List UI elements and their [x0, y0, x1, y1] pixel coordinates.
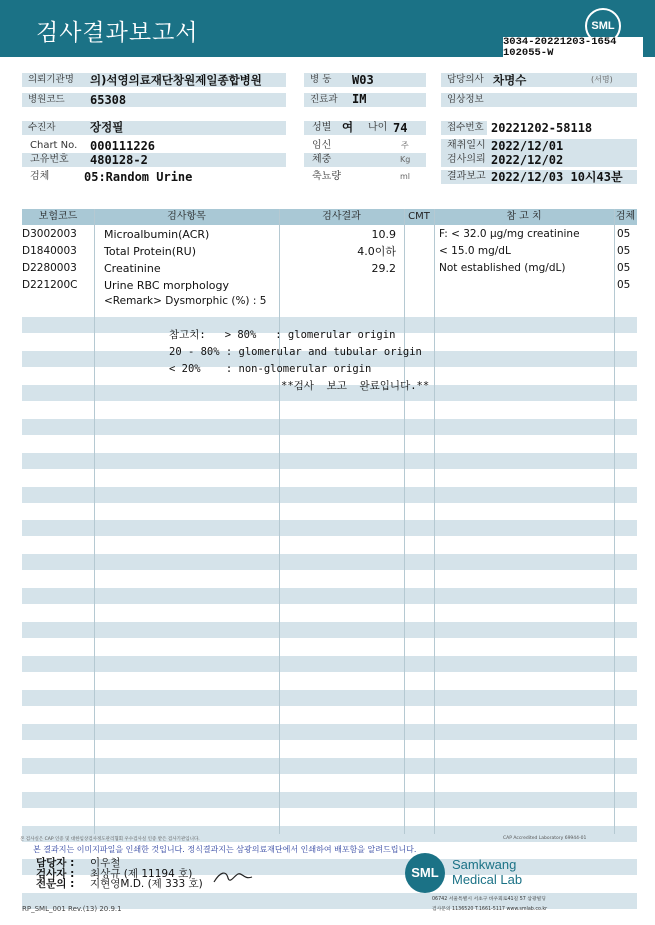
table-row-band	[22, 419, 637, 435]
recipient-value: 장정필	[90, 120, 124, 134]
pregnancy-label: 임신	[312, 140, 332, 151]
age-label: 나이	[368, 122, 388, 133]
table-row-band	[22, 758, 637, 774]
collected-label: 채취일시	[447, 140, 486, 151]
lab-contact: 검사문의 1136520 T.1661-5117 www.smlab.co.kr	[432, 907, 548, 912]
reference-note-line: 참고치: > 80% : glomerular origin	[169, 329, 396, 341]
col-divider	[94, 209, 95, 834]
pregnancy-unit: 주	[401, 141, 409, 150]
specimen-label: 검체	[30, 171, 50, 182]
ward-value: W03	[352, 73, 374, 87]
sig-manager-label: 담당자 :	[36, 857, 75, 869]
table-row-band	[22, 453, 637, 469]
row-specimen: 05	[617, 228, 631, 240]
clinical-info-label: 임상정보	[441, 93, 487, 107]
weight-unit: Kg	[400, 155, 411, 164]
row-item: Total Protein(RU)	[104, 245, 197, 258]
urine-volume-unit: ml	[400, 172, 411, 181]
requesting-org-label: 의뢰기관명	[22, 73, 84, 87]
row-result: 29.2	[371, 262, 396, 275]
clinical-info-band	[487, 93, 637, 107]
row-code: D3002003	[22, 228, 77, 240]
report-id-line2: 102055-W	[503, 47, 554, 59]
report-id	[503, 37, 643, 59]
lab-name-line2: Medical Lab	[452, 872, 523, 887]
row-result	[279, 277, 396, 294]
row-result: 10.9	[371, 228, 396, 241]
sig-tester-value: 최상규 (제 11194 호)	[90, 868, 193, 880]
unique-no-label: 고유번호	[30, 154, 69, 165]
form-code: RP_SML_001 Rev.(13) 20.9.1	[22, 905, 122, 913]
col-header-result: 검사결과	[322, 211, 361, 222]
table-row-band	[22, 656, 637, 672]
accreditation-notice: 본 검사실은 CAP 인증 및 대한임상검사정도관리협회 우수검사실 인증 받은 검사기관입니다.	[20, 837, 200, 842]
row-specimen: 05	[617, 245, 631, 257]
cap-accreditation: CAP Accredited Laboratory 69944-01	[503, 836, 587, 841]
urine-volume-label: 축뇨량	[312, 171, 341, 182]
row-item: Creatinine	[104, 262, 161, 275]
reference-note-line: 20 - 80% : glomerular and tubular origin	[169, 346, 422, 358]
signature-icon	[212, 868, 256, 886]
collected-value: 2022/12/01	[491, 139, 564, 153]
row-code: D221200C	[22, 279, 78, 291]
sex-label: 성별	[312, 122, 332, 133]
col-header-specimen: 검체	[615, 211, 636, 222]
dept-label: 진료과	[304, 93, 344, 107]
table-row-band	[22, 520, 637, 536]
sig-specialist-label: 전문의 :	[36, 878, 75, 890]
print-notice: 본 결과지는 이미지파일을 인쇄한 것입니다. 정식결과지는 삼광의료재단에서 인쇄하여 배포함을 알려드립니다.	[33, 845, 417, 854]
reception-no-value: 20221202-58118	[491, 121, 593, 135]
col-divider	[404, 209, 405, 834]
table-row-band	[22, 487, 637, 503]
col-header-code: 보험코드	[38, 211, 78, 222]
report-id-line1: 3034-20221203-1654	[503, 36, 617, 48]
recipient-label: 수진자	[22, 121, 84, 135]
table-row-band	[22, 690, 637, 706]
row-item: Urine RBC morphology	[104, 279, 229, 292]
sig-tester-label: 검사자 :	[36, 868, 75, 880]
row-specimen: 05	[617, 262, 631, 274]
doctor-sign: (서명)	[591, 75, 613, 84]
age-value: 74	[393, 121, 408, 135]
requesting-org: 의)석영의료재단창원제일종합병원	[90, 73, 262, 87]
table-row-band	[22, 622, 637, 638]
doctor-value: 차명수	[493, 73, 527, 87]
report-title: 검사결과보고서	[36, 20, 199, 46]
row-code: D1840003	[22, 245, 77, 257]
sex-value: 여	[342, 120, 354, 134]
table-row-band	[22, 724, 637, 740]
col-header-cmt: CMT	[408, 211, 430, 222]
chart-no-label: Chart No.	[30, 140, 78, 151]
table-row-band	[22, 792, 637, 808]
hospital-code-label: 병원코드	[22, 93, 84, 107]
doctor-label: 담당의사	[441, 73, 487, 87]
row-ref: < 15.0 mg/dL	[439, 245, 511, 257]
chart-no-value: 000111226	[90, 139, 156, 153]
weight-label: 체중	[312, 154, 332, 165]
dept-value: IM	[352, 92, 367, 106]
row-result: 4.0이하	[357, 245, 396, 258]
table-row-band	[22, 588, 637, 604]
row-specimen: 05	[617, 279, 631, 291]
requested-value: 2022/12/02	[491, 153, 564, 167]
reported-label: 결과보고	[447, 171, 486, 182]
sig-manager-value: 이우철	[90, 857, 121, 869]
table-header	[22, 209, 637, 225]
col-divider	[279, 209, 280, 834]
specimen-value: 05:Random Urine	[84, 170, 193, 184]
col-header-item: 검사항목	[167, 211, 206, 222]
reference-note-line: < 20% : non-glomerular origin	[169, 363, 372, 375]
col-header-ref: 참 고 치	[506, 211, 542, 222]
reception-no-label: 접수번호	[441, 121, 487, 135]
sig-specialist-value: 지현영M.D. (제 333 호)	[90, 878, 203, 890]
hospital-code: 65308	[90, 93, 127, 107]
samkwang-logo-icon: SML	[405, 853, 445, 893]
col-divider	[614, 209, 615, 834]
lab-name-line1: Samkwang	[452, 857, 517, 872]
remark-line: <Remark> Dysmorphic (%) : 5	[104, 295, 267, 307]
requested-label: 검사의뢰	[447, 154, 486, 165]
lab-address: 06742 서울특별시 서초구 바우뫼로41길 57 삼광빌딩	[432, 897, 546, 902]
sml-logo-icon: SML	[585, 8, 621, 44]
row-ref: F: < 32.0 μg/mg creatinine	[439, 228, 580, 240]
row-item: Microalbumin(ACR)	[104, 228, 210, 241]
ward-label: 병 동	[304, 73, 344, 87]
report-complete-text: **검사 보고 완료입니다.**	[281, 380, 430, 392]
row-code: D2280003	[22, 262, 77, 274]
reported-value: 2022/12/03 10시43분	[491, 170, 623, 184]
table-row-band	[22, 554, 637, 570]
lab-name	[452, 857, 522, 887]
row-ref: Not established (mg/dL)	[439, 262, 566, 274]
col-divider	[434, 209, 435, 834]
unique-no-value: 480128-2	[90, 153, 148, 167]
